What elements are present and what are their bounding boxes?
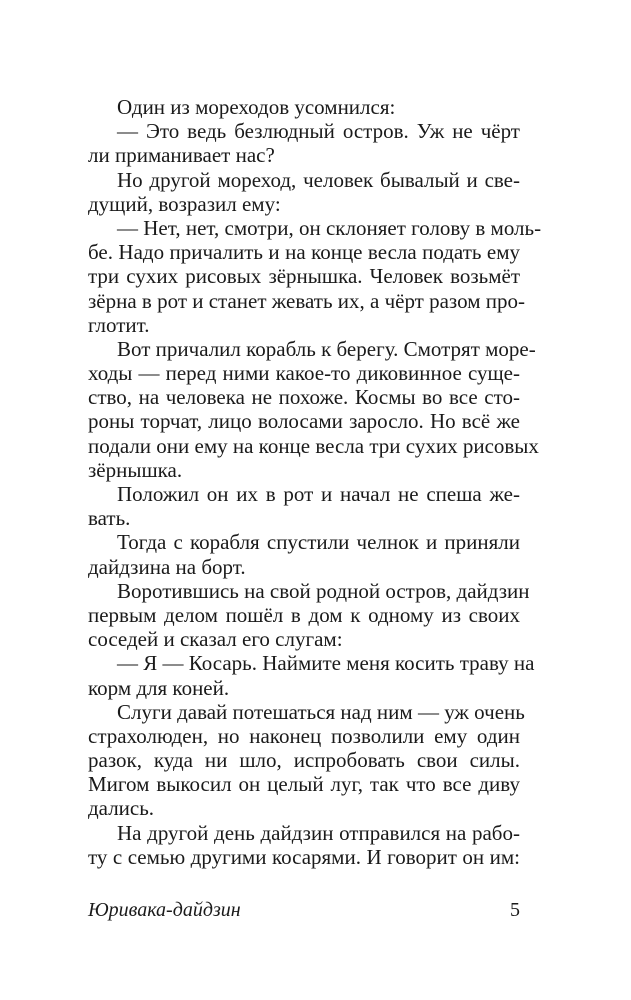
text-line: ходы — перед ними какое-то диковинное суще- <box>88 361 520 386</box>
text-line: На другой день дайдзин отправился на рабо- <box>117 820 520 845</box>
text-line: дались. <box>88 796 155 821</box>
text-line: Один из мореходов усомнился: <box>117 95 396 119</box>
text-line: Тогда с корабля спустили челнок и приняли <box>117 530 520 555</box>
text-line: Воротившись на свой родной остров, дайдзин <box>117 578 530 603</box>
text-line: зёрна в рот и станет жевать их, а чёрт разом про- <box>88 288 525 313</box>
text-line: подали они ему на конце весла три сухих рисовых <box>88 433 539 458</box>
text-line: глотит. <box>88 312 150 337</box>
text-line: бе. Надо причалить и на конце весла подать ему <box>88 240 520 265</box>
text-line: Но другой мореход, человек бывалый и све- <box>117 167 520 192</box>
text-line: дайдзина на борт. <box>88 554 246 579</box>
page-body <box>88 95 542 869</box>
text-line: первым делом пошёл в дом к одному из своих <box>88 602 520 627</box>
text-line: роны торчат, лицо волосами заросло. Но всё же <box>88 409 520 434</box>
text-line: Слуги давай потешаться над ним — уж очень <box>117 699 525 724</box>
text-line: разок, куда ни шло, испробовать свои силы. <box>88 748 520 773</box>
text-line: Вот причалил корабль к берегу. Смотрят море- <box>117 336 536 361</box>
text-line: ту с семью другими косарями. И говорит он им: <box>88 844 520 869</box>
running-footer-title: Юривака-дайдзин <box>88 899 241 921</box>
text-line: вать. <box>88 506 131 531</box>
text-line: корм для коней. <box>88 675 230 700</box>
text-line: зёрнышка. <box>88 457 183 482</box>
text-line: ство, на человека не похоже. Космы во все сто- <box>88 385 520 410</box>
text-line: Положил он их в рот и начал не спеша же- <box>117 482 520 506</box>
text-line: дущий, возразил ему: <box>88 191 281 216</box>
text-line: Мигом выкосил он целый луг, так что все диву <box>88 772 520 797</box>
text-line: ли приманивает нас? <box>88 143 275 168</box>
text-line: три сухих рисовых зёрнышка. Человек возьмёт <box>88 264 520 289</box>
text-line: — Нет, нет, смотри, он склоняет голову в моль- <box>117 215 542 240</box>
text-line: страхолюден, но наконец позволили ему один <box>88 723 520 748</box>
text-line: соседей и сказал его слугам: <box>88 627 343 652</box>
text-line: — Я — Косарь. Наймите меня косить траву на <box>117 651 535 676</box>
text-line: — Это ведь безлюдный остров. Уж не чёрт <box>117 119 520 144</box>
page-number: 5 <box>510 899 520 921</box>
